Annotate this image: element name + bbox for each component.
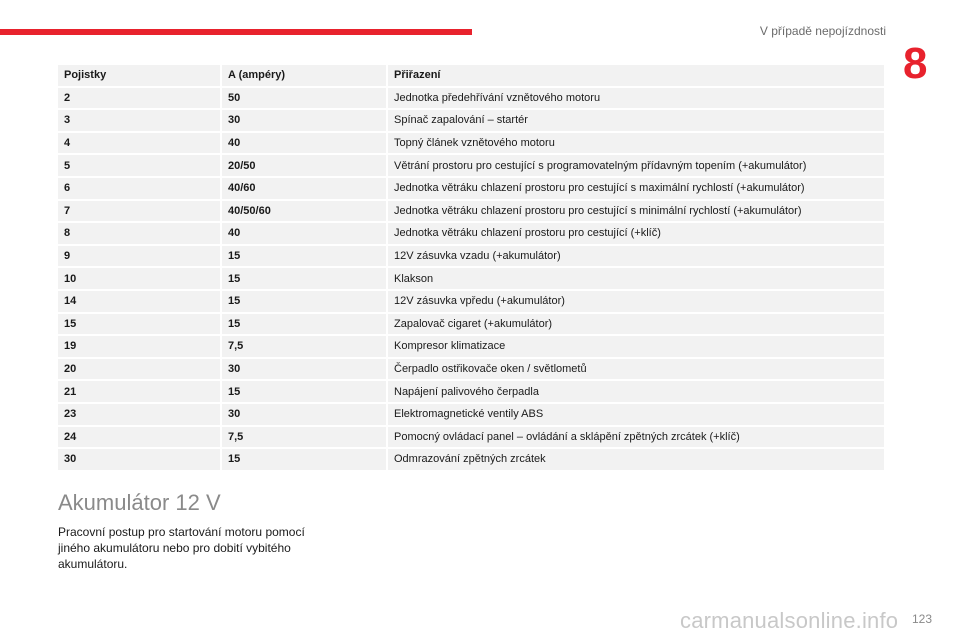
- cell-fuse: 8: [58, 223, 222, 246]
- cell-amperes: 15: [222, 268, 388, 291]
- cell-amperes: 30: [222, 110, 388, 133]
- cell-fuse: 15: [58, 314, 222, 337]
- section-body: Pracovní postup pro startování motoru pomocí jiného akumulátoru nebo pro dobití vybitého akumulátoru.: [58, 525, 305, 571]
- cell-assignment: Větrání prostoru pro cestující s programovatelným přídavným topením (+akumulátor): [388, 155, 886, 178]
- table-row: [58, 155, 886, 178]
- cell-amperes: 40/50/60: [222, 201, 388, 224]
- fuse-table: [58, 65, 886, 472]
- chapter-number: 8: [903, 39, 928, 88]
- cell-assignment: Odmrazování zpětných zrcátek: [388, 449, 886, 472]
- table-row: [58, 404, 886, 427]
- cell-fuse: 14: [58, 291, 222, 314]
- cell-assignment: Klakson: [388, 268, 886, 291]
- cell-fuse: 20: [58, 359, 222, 382]
- cell-fuse: 7: [58, 201, 222, 224]
- cell-assignment: Jednotka větráku chlazení prostoru pro cestující s minimální rychlostí (+akumulátor): [388, 201, 886, 224]
- cell-assignment: Zapalovač cigaret (+akumulátor): [388, 314, 886, 337]
- table-row: [58, 133, 886, 156]
- column-header-fuse: Pojistky: [58, 65, 222, 88]
- cell-amperes: 15: [222, 449, 388, 472]
- table-row: [58, 88, 886, 111]
- cell-assignment: 12V zásuvka vpředu (+akumulátor): [388, 291, 886, 314]
- table-row: [58, 246, 886, 269]
- cell-amperes: 15: [222, 246, 388, 269]
- table-row: [58, 449, 886, 472]
- table-row: [58, 201, 886, 224]
- cell-amperes: 30: [222, 359, 388, 382]
- page-number: 123: [912, 612, 933, 626]
- table-row: [58, 314, 886, 337]
- table-row: [58, 381, 886, 404]
- cell-assignment: Napájení palivového čerpadla: [388, 381, 886, 404]
- cell-assignment: Topný článek vznětového motoru: [388, 133, 886, 156]
- cell-assignment: Kompresor klimatizace: [388, 336, 886, 359]
- table-row: [58, 223, 886, 246]
- section-heading: Akumulátor 12 V: [58, 490, 221, 515]
- cell-amperes: 15: [222, 314, 388, 337]
- cell-amperes: 40: [222, 133, 388, 156]
- cell-fuse: 23: [58, 404, 222, 427]
- cell-fuse: 4: [58, 133, 222, 156]
- cell-assignment: Jednotka předehřívání vznětového motoru: [388, 88, 886, 111]
- table-row: [58, 268, 886, 291]
- table-header-row: [58, 65, 886, 88]
- cell-amperes: 40: [222, 223, 388, 246]
- table-row: [58, 110, 886, 133]
- header-accent-bar: [0, 29, 472, 35]
- cell-fuse: 24: [58, 427, 222, 450]
- cell-fuse: 30: [58, 449, 222, 472]
- cell-assignment: Jednotka větráku chlazení prostoru pro cestující (+klíč): [388, 223, 886, 246]
- table-row: [58, 427, 886, 450]
- table-row: [58, 178, 886, 201]
- cell-fuse: 5: [58, 155, 222, 178]
- cell-assignment: 12V zásuvka vzadu (+akumulátor): [388, 246, 886, 269]
- cell-fuse: 10: [58, 268, 222, 291]
- cell-fuse: 19: [58, 336, 222, 359]
- cell-amperes: 30: [222, 404, 388, 427]
- cell-fuse: 2: [58, 88, 222, 111]
- watermark: carmanualsonline.info: [680, 608, 899, 633]
- cell-amperes: 7,5: [222, 336, 388, 359]
- column-header-assignment: Přiřazení: [388, 65, 886, 88]
- cell-fuse: 3: [58, 110, 222, 133]
- cell-amperes: 20/50: [222, 155, 388, 178]
- cell-amperes: 15: [222, 291, 388, 314]
- cell-assignment: Jednotka větráku chlazení prostoru pro cestující s maximální rychlostí (+akumulátor): [388, 178, 886, 201]
- cell-fuse: 9: [58, 246, 222, 269]
- column-header-amperes: A (ampéry): [222, 65, 388, 88]
- cell-amperes: 40/60: [222, 178, 388, 201]
- cell-assignment: Spínač zapalování – startér: [388, 110, 886, 133]
- cell-fuse: 21: [58, 381, 222, 404]
- table-row: [58, 359, 886, 382]
- table-row: [58, 336, 886, 359]
- cell-assignment: Čerpadlo ostřikovače oken / světlometů: [388, 359, 886, 382]
- cell-amperes: 50: [222, 88, 388, 111]
- cell-assignment: Elektromagnetické ventily ABS: [388, 404, 886, 427]
- cell-fuse: 6: [58, 178, 222, 201]
- table-row: [58, 291, 886, 314]
- cell-assignment: Pomocný ovládací panel – ovládání a sklápění zpětných zrcátek (+klíč): [388, 427, 886, 450]
- cell-amperes: 15: [222, 381, 388, 404]
- cell-amperes: 7,5: [222, 427, 388, 450]
- header-title: V případě nepojízdnosti: [759, 24, 886, 38]
